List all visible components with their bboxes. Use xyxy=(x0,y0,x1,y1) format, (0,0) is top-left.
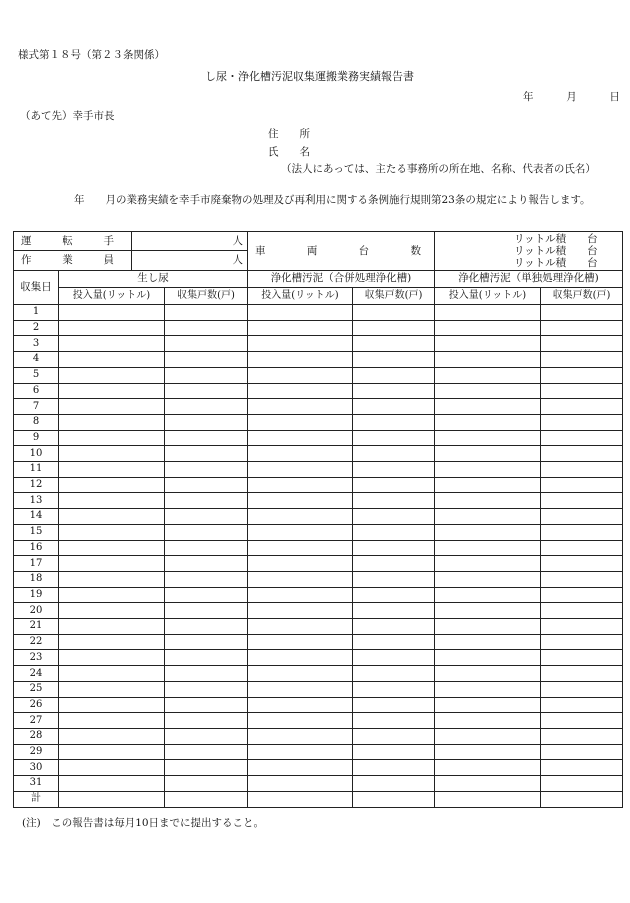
combined-household-cell[interactable] xyxy=(353,744,435,760)
row-date-label: 20 xyxy=(14,603,59,619)
single-household-cell[interactable] xyxy=(541,744,623,760)
single-input-cell[interactable] xyxy=(435,556,541,572)
combined-input-cell[interactable] xyxy=(248,634,353,650)
raw-input-cell[interactable] xyxy=(59,367,165,383)
raw-household-cell[interactable] xyxy=(165,681,248,697)
single-household-cell[interactable] xyxy=(541,571,623,587)
row-date-label: 22 xyxy=(14,634,59,650)
worker-count[interactable]: 人 xyxy=(132,251,248,270)
date-year-label: 年 xyxy=(523,91,534,103)
single-input-cell[interactable] xyxy=(435,619,541,635)
table-row xyxy=(14,477,623,493)
combined-household-cell[interactable] xyxy=(353,571,435,587)
combined-household-cell[interactable] xyxy=(353,477,435,493)
raw-household-cell[interactable] xyxy=(165,477,248,493)
combined-household-cell[interactable] xyxy=(353,367,435,383)
combined-input-cell[interactable] xyxy=(248,776,353,792)
single-household-cell[interactable] xyxy=(541,556,623,572)
table-row xyxy=(14,666,623,682)
single-household-cell[interactable] xyxy=(541,540,623,556)
combined-household-cell[interactable] xyxy=(353,587,435,603)
raw-household-cell[interactable] xyxy=(165,760,248,776)
table-row xyxy=(14,697,623,713)
raw-input-cell[interactable] xyxy=(59,540,165,556)
table-row xyxy=(14,603,623,619)
table-row xyxy=(14,619,623,635)
form-title: し尿・浄化槽汚泥収集運搬業務実績報告書 xyxy=(205,70,414,83)
raw-household-cell[interactable] xyxy=(165,399,248,415)
single-household-cell[interactable] xyxy=(541,430,623,446)
row-date-label: 28 xyxy=(14,728,59,744)
combined-household-cell[interactable] xyxy=(353,493,435,509)
combined-input-cell[interactable] xyxy=(248,336,353,352)
single-household-cell[interactable] xyxy=(541,399,623,415)
table-row xyxy=(14,634,623,650)
single-input-cell[interactable] xyxy=(435,462,541,478)
date-column-header: 収集日 xyxy=(14,270,59,304)
single-input-cell[interactable] xyxy=(435,760,541,776)
raw-household-cell[interactable] xyxy=(165,367,248,383)
vehicle-count-label: 車 両 台 数 xyxy=(248,232,435,271)
combined-input-cell[interactable] xyxy=(248,760,353,776)
single-input-cell[interactable] xyxy=(435,603,541,619)
combined-input-cell[interactable] xyxy=(248,744,353,760)
combined-input-cell[interactable] xyxy=(248,713,353,729)
raw-input-cell[interactable] xyxy=(59,305,165,321)
raw-input-cell[interactable] xyxy=(59,603,165,619)
combined-input-cell[interactable] xyxy=(248,477,353,493)
raw-household-cell[interactable] xyxy=(165,540,248,556)
single-household-cell[interactable] xyxy=(541,681,623,697)
combined-household-cell[interactable] xyxy=(353,399,435,415)
combined-input-cell[interactable] xyxy=(248,352,353,368)
single-input-cell[interactable] xyxy=(435,666,541,682)
raw-input-cell[interactable] xyxy=(59,477,165,493)
corporate-note: （法人にあっては、主たる事務所の所在地、名称、代表者の氏名） xyxy=(281,163,596,175)
raw-input-cell[interactable] xyxy=(59,336,165,352)
sub-header-input-volume: 投入量(リットル) xyxy=(59,287,165,304)
raw-household-cell[interactable] xyxy=(165,430,248,446)
date-day-label: 日 xyxy=(609,91,620,103)
row-date-label: 11 xyxy=(14,462,59,478)
table-row xyxy=(14,446,623,462)
row-date-label: 16 xyxy=(14,540,59,556)
raw-input-cell[interactable] xyxy=(59,634,165,650)
single-input-cell[interactable] xyxy=(435,477,541,493)
single-input-cell[interactable] xyxy=(435,320,541,336)
table-row xyxy=(14,336,623,352)
table-row xyxy=(14,493,623,509)
single-household-cell[interactable] xyxy=(541,383,623,399)
table-row xyxy=(14,760,623,776)
raw-input-cell[interactable] xyxy=(59,493,165,509)
row-date-label: 17 xyxy=(14,556,59,572)
combined-input-cell[interactable] xyxy=(248,540,353,556)
single-input-cell[interactable] xyxy=(435,414,541,430)
single-input-cell[interactable] xyxy=(435,697,541,713)
single-household-cell[interactable] xyxy=(541,414,623,430)
row-date-label: 6 xyxy=(14,383,59,399)
combined-input-cell[interactable] xyxy=(248,509,353,525)
raw-household-cell[interactable] xyxy=(165,587,248,603)
raw-input-cell[interactable] xyxy=(59,728,165,744)
raw-input-cell[interactable] xyxy=(59,446,165,462)
raw-input-cell[interactable] xyxy=(59,383,165,399)
single-input-cell[interactable] xyxy=(435,713,541,729)
single-household-cell[interactable] xyxy=(541,713,623,729)
table-row xyxy=(14,399,623,415)
sub-header-input-volume: 投入量(リットル) xyxy=(248,287,353,304)
row-date-label: 27 xyxy=(14,713,59,729)
row-date-label: 23 xyxy=(14,650,59,666)
raw-input-cell[interactable] xyxy=(59,619,165,635)
addressee: （あて先）幸手市長 xyxy=(20,110,115,122)
single-household-cell[interactable] xyxy=(541,728,623,744)
combined-input-cell[interactable] xyxy=(248,666,353,682)
raw-household-cell[interactable] xyxy=(165,336,248,352)
raw-input-cell[interactable] xyxy=(59,776,165,792)
raw-household-cell[interactable] xyxy=(165,650,248,666)
row-date-label: 12 xyxy=(14,477,59,493)
table-row xyxy=(14,462,623,478)
single-household-cell[interactable] xyxy=(541,619,623,635)
combined-household-cell[interactable] xyxy=(353,634,435,650)
single-input-cell[interactable] xyxy=(435,509,541,525)
single-input-cell[interactable] xyxy=(435,744,541,760)
row-date-label: 24 xyxy=(14,666,59,682)
raw-household-cell[interactable] xyxy=(165,305,248,321)
single-household-cell[interactable] xyxy=(541,587,623,603)
raw-household-cell[interactable] xyxy=(165,713,248,729)
sub-header-household-count: 収集戸数(戸) xyxy=(165,287,248,304)
table-row xyxy=(14,791,623,807)
raw-input-cell[interactable] xyxy=(59,399,165,415)
raw-household-cell[interactable] xyxy=(165,352,248,368)
single-household-cell[interactable] xyxy=(541,760,623,776)
single-household-cell[interactable] xyxy=(541,650,623,666)
row-date-label: 10 xyxy=(14,446,59,462)
raw-household-cell[interactable] xyxy=(165,634,248,650)
row-date-label: 8 xyxy=(14,414,59,430)
combined-input-cell[interactable] xyxy=(248,697,353,713)
row-date-label: 31 xyxy=(14,776,59,792)
raw-input-cell[interactable] xyxy=(59,524,165,540)
combined-household-cell[interactable] xyxy=(353,556,435,572)
single-input-cell[interactable] xyxy=(435,650,541,666)
combined-household-cell[interactable] xyxy=(353,414,435,430)
raw-input-cell[interactable] xyxy=(59,571,165,587)
combined-household-cell[interactable] xyxy=(353,728,435,744)
raw-input-cell[interactable] xyxy=(59,666,165,682)
raw-household-cell[interactable] xyxy=(165,524,248,540)
group-header-raw-sewage: 生し尿 xyxy=(59,270,248,287)
row-date-label: 14 xyxy=(14,509,59,525)
raw-input-cell[interactable] xyxy=(59,509,165,525)
single-household-cell[interactable] xyxy=(541,446,623,462)
combined-input-cell[interactable] xyxy=(248,728,353,744)
raw-household-cell[interactable] xyxy=(165,509,248,525)
combined-household-cell[interactable] xyxy=(353,697,435,713)
raw-input-cell[interactable] xyxy=(59,650,165,666)
single-input-cell[interactable] xyxy=(435,524,541,540)
single-input-cell[interactable] xyxy=(435,634,541,650)
combined-household-cell[interactable] xyxy=(353,320,435,336)
raw-household-cell[interactable] xyxy=(165,697,248,713)
date-month-label: 月 xyxy=(566,91,577,103)
table-row xyxy=(14,776,623,792)
driver-count[interactable]: 人 xyxy=(132,232,248,251)
combined-household-cell[interactable] xyxy=(353,776,435,792)
group-header-combined-septic: 浄化槽汚泥（合併処理浄化槽) xyxy=(248,270,435,287)
row-date-label: 18 xyxy=(14,571,59,587)
raw-input-cell[interactable] xyxy=(59,430,165,446)
raw-household-cell[interactable] xyxy=(165,571,248,587)
combined-input-cell[interactable] xyxy=(248,446,353,462)
single-household-cell[interactable] xyxy=(541,305,623,321)
row-date-label: 30 xyxy=(14,760,59,776)
single-input-cell[interactable] xyxy=(435,728,541,744)
single-household-cell[interactable] xyxy=(541,493,623,509)
single-input-cell[interactable] xyxy=(435,336,541,352)
raw-input-cell[interactable] xyxy=(59,760,165,776)
combined-household-cell[interactable] xyxy=(353,791,435,807)
raw-household-cell[interactable] xyxy=(165,414,248,430)
group-header-single-septic: 浄化槽汚泥（単独処理浄化槽) xyxy=(435,270,623,287)
row-date-label: 15 xyxy=(14,524,59,540)
combined-input-cell[interactable] xyxy=(248,320,353,336)
row-date-label: 29 xyxy=(14,744,59,760)
combined-input-cell[interactable] xyxy=(248,430,353,446)
raw-input-cell[interactable] xyxy=(59,352,165,368)
combined-household-cell[interactable] xyxy=(353,524,435,540)
combined-input-cell[interactable] xyxy=(248,587,353,603)
single-input-cell[interactable] xyxy=(435,681,541,697)
raw-input-cell[interactable] xyxy=(59,697,165,713)
date-line xyxy=(523,89,620,104)
combined-household-cell[interactable] xyxy=(353,352,435,368)
table-row xyxy=(14,524,623,540)
combined-household-cell[interactable] xyxy=(353,305,435,321)
combined-input-cell[interactable] xyxy=(248,367,353,383)
row-date-label: 25 xyxy=(14,681,59,697)
raw-input-cell[interactable] xyxy=(59,791,165,807)
combined-household-cell[interactable] xyxy=(353,446,435,462)
driver-label: 運 転 手 xyxy=(14,232,132,251)
single-household-cell[interactable] xyxy=(541,666,623,682)
raw-input-cell[interactable] xyxy=(59,587,165,603)
combined-household-cell[interactable] xyxy=(353,430,435,446)
raw-input-cell[interactable] xyxy=(59,320,165,336)
row-date-label: 26 xyxy=(14,697,59,713)
combined-input-cell[interactable] xyxy=(248,524,353,540)
combined-input-cell[interactable] xyxy=(248,462,353,478)
table-row xyxy=(14,383,623,399)
raw-input-cell[interactable] xyxy=(59,414,165,430)
footnote: (注) この報告書は毎月10日までに提出すること。 xyxy=(22,817,265,829)
table-row xyxy=(14,571,623,587)
table-row xyxy=(14,414,623,430)
row-date-label: 5 xyxy=(14,367,59,383)
table-row xyxy=(14,540,623,556)
single-household-cell[interactable] xyxy=(541,603,623,619)
raw-household-cell[interactable] xyxy=(165,383,248,399)
table-row xyxy=(14,430,623,446)
combined-household-cell[interactable] xyxy=(353,462,435,478)
combined-input-cell[interactable] xyxy=(248,493,353,509)
combined-input-cell[interactable] xyxy=(248,791,353,807)
combined-input-cell[interactable] xyxy=(248,399,353,415)
row-date-label: 3 xyxy=(14,336,59,352)
row-date-label: 4 xyxy=(14,352,59,368)
single-household-cell[interactable] xyxy=(541,320,623,336)
row-date-label: 1 xyxy=(14,305,59,321)
single-household-cell[interactable] xyxy=(541,509,623,525)
sub-header-input-volume: 投入量(リットル) xyxy=(435,287,541,304)
table-row xyxy=(14,744,623,760)
record-table xyxy=(13,231,623,808)
row-date-label: 21 xyxy=(14,619,59,635)
combined-input-cell[interactable] xyxy=(248,650,353,666)
table-row xyxy=(14,587,623,603)
raw-household-cell[interactable] xyxy=(165,776,248,792)
combined-household-cell[interactable] xyxy=(353,336,435,352)
single-input-cell[interactable] xyxy=(435,540,541,556)
raw-input-cell[interactable] xyxy=(59,713,165,729)
raw-household-cell[interactable] xyxy=(165,556,248,572)
raw-household-cell[interactable] xyxy=(165,462,248,478)
single-household-cell[interactable] xyxy=(541,367,623,383)
single-household-cell[interactable] xyxy=(541,477,623,493)
worker-label: 作 業 員 xyxy=(14,251,132,270)
combined-household-cell[interactable] xyxy=(353,540,435,556)
table-row xyxy=(14,713,623,729)
raw-input-cell[interactable] xyxy=(59,744,165,760)
raw-household-cell[interactable] xyxy=(165,619,248,635)
single-input-cell[interactable] xyxy=(435,493,541,509)
combined-input-cell[interactable] xyxy=(248,603,353,619)
single-household-cell[interactable] xyxy=(541,791,623,807)
table-row xyxy=(14,509,623,525)
combined-household-cell[interactable] xyxy=(353,760,435,776)
single-input-cell[interactable] xyxy=(435,367,541,383)
single-household-cell[interactable] xyxy=(541,336,623,352)
table-row xyxy=(14,352,623,368)
combined-input-cell[interactable] xyxy=(248,681,353,697)
single-input-cell[interactable] xyxy=(435,383,541,399)
single-input-cell[interactable] xyxy=(435,399,541,415)
raw-household-cell[interactable] xyxy=(165,791,248,807)
row-date-label: 19 xyxy=(14,587,59,603)
raw-household-cell[interactable] xyxy=(165,320,248,336)
sub-header-household-count: 収集戸数(戸) xyxy=(541,287,623,304)
raw-household-cell[interactable] xyxy=(165,493,248,509)
form-number: 様式第１８号（第２３条関係） xyxy=(18,49,165,61)
combined-input-cell[interactable] xyxy=(248,571,353,587)
combined-input-cell[interactable] xyxy=(248,556,353,572)
table-row xyxy=(14,681,623,697)
combined-household-cell[interactable] xyxy=(353,383,435,399)
raw-input-cell[interactable] xyxy=(59,462,165,478)
raw-input-cell[interactable] xyxy=(59,556,165,572)
single-household-cell[interactable] xyxy=(541,462,623,478)
single-input-cell[interactable] xyxy=(435,776,541,792)
address-label: 住 所 xyxy=(268,128,310,140)
table-row xyxy=(14,556,623,572)
single-input-cell[interactable] xyxy=(435,430,541,446)
raw-input-cell[interactable] xyxy=(59,681,165,697)
combined-household-cell[interactable] xyxy=(353,509,435,525)
table-row xyxy=(14,320,623,336)
table-row xyxy=(14,728,623,744)
vehicle-capacity-list[interactable]: リットル積 台 リットル積 台 リットル積 台 xyxy=(435,232,623,271)
single-input-cell[interactable] xyxy=(435,587,541,603)
raw-household-cell[interactable] xyxy=(165,446,248,462)
single-input-cell[interactable] xyxy=(435,352,541,368)
combined-household-cell[interactable] xyxy=(353,681,435,697)
combined-input-cell[interactable] xyxy=(248,414,353,430)
single-input-cell[interactable] xyxy=(435,305,541,321)
raw-household-cell[interactable] xyxy=(165,744,248,760)
combined-input-cell[interactable] xyxy=(248,305,353,321)
row-date-label: 13 xyxy=(14,493,59,509)
raw-household-cell[interactable] xyxy=(165,728,248,744)
single-household-cell[interactable] xyxy=(541,776,623,792)
combined-input-cell[interactable] xyxy=(248,619,353,635)
combined-household-cell[interactable] xyxy=(353,603,435,619)
single-household-cell[interactable] xyxy=(541,697,623,713)
row-date-label: 計 xyxy=(14,791,59,807)
single-household-cell[interactable] xyxy=(541,634,623,650)
row-date-label: 2 xyxy=(14,320,59,336)
single-input-cell[interactable] xyxy=(435,571,541,587)
table-row xyxy=(14,367,623,383)
single-input-cell[interactable] xyxy=(435,791,541,807)
combined-input-cell[interactable] xyxy=(248,383,353,399)
single-household-cell[interactable] xyxy=(541,352,623,368)
raw-household-cell[interactable] xyxy=(165,666,248,682)
table-row xyxy=(14,650,623,666)
table-row xyxy=(14,305,623,321)
raw-household-cell[interactable] xyxy=(165,603,248,619)
row-date-label: 7 xyxy=(14,399,59,415)
combined-household-cell[interactable] xyxy=(353,666,435,682)
combined-household-cell[interactable] xyxy=(353,619,435,635)
combined-household-cell[interactable] xyxy=(353,713,435,729)
sub-header-household-count: 収集戸数(戸) xyxy=(353,287,435,304)
row-date-label: 9 xyxy=(14,430,59,446)
combined-household-cell[interactable] xyxy=(353,650,435,666)
name-label: 氏 名 xyxy=(268,146,310,158)
single-household-cell[interactable] xyxy=(541,524,623,540)
single-input-cell[interactable] xyxy=(435,446,541,462)
report-body-text: 年 月の業務実績を幸手市廃棄物の処理及び再利用に関する条例施行規則第23条の規定により報告します。 xyxy=(74,194,591,206)
